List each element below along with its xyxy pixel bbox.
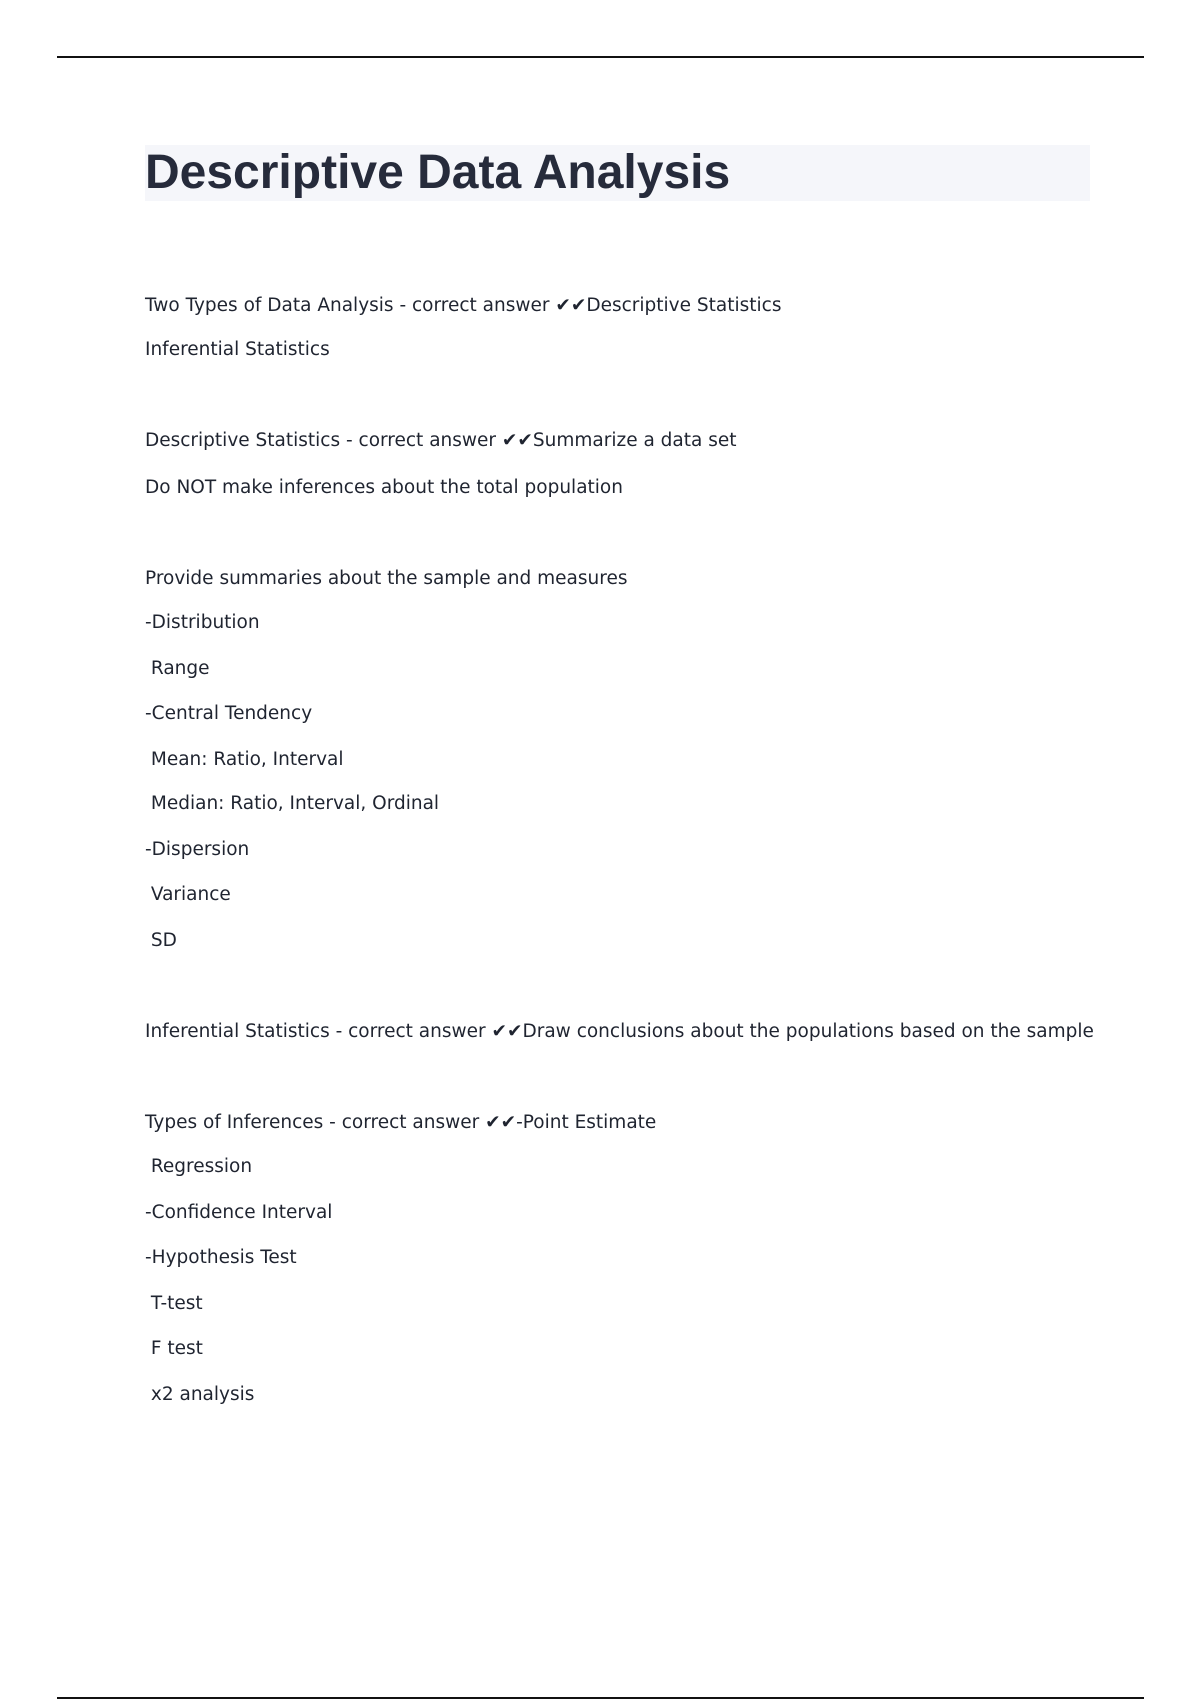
text-line: Inferential Statistics - correct answer ✔✔Draw conclusions about the populations based on the sample [145,1021,1094,1042]
text-line: Regression [145,1156,253,1177]
text-line: Do NOT make inferences about the total population [145,477,623,498]
text-line: Inferential Statistics [145,339,330,360]
text-line: Variance [145,884,231,905]
document-title: Descriptive Data Analysis [145,146,731,199]
text-line: -Distribution [145,612,260,633]
text-line: Median: Ratio, Interval, Ordinal [145,793,440,814]
footer-rule [57,1697,1144,1699]
text-line: SD [145,930,177,951]
text-line: Provide summaries about the sample and measures [145,568,628,589]
text-line: F test [145,1338,203,1359]
text-line: x2 analysis [145,1384,255,1405]
text-line: -Confidence Interval [145,1202,333,1223]
header-rule [57,56,1144,58]
text-line: Types of Inferences - correct answer ✔✔-Point Estimate [145,1112,657,1133]
text-line: Descriptive Statistics - correct answer ✔✔Summarize a data set [145,430,737,451]
text-line: -Central Tendency [145,703,313,724]
text-line: Two Types of Data Analysis - correct answer ✔✔Descriptive Statistics [145,295,782,316]
text-line: -Hypothesis Test [145,1247,297,1268]
text-line: Range [145,658,210,679]
text-line: T-test [145,1293,203,1314]
text-line: -Dispersion [145,839,250,860]
text-line: Mean: Ratio, Interval [145,749,344,770]
